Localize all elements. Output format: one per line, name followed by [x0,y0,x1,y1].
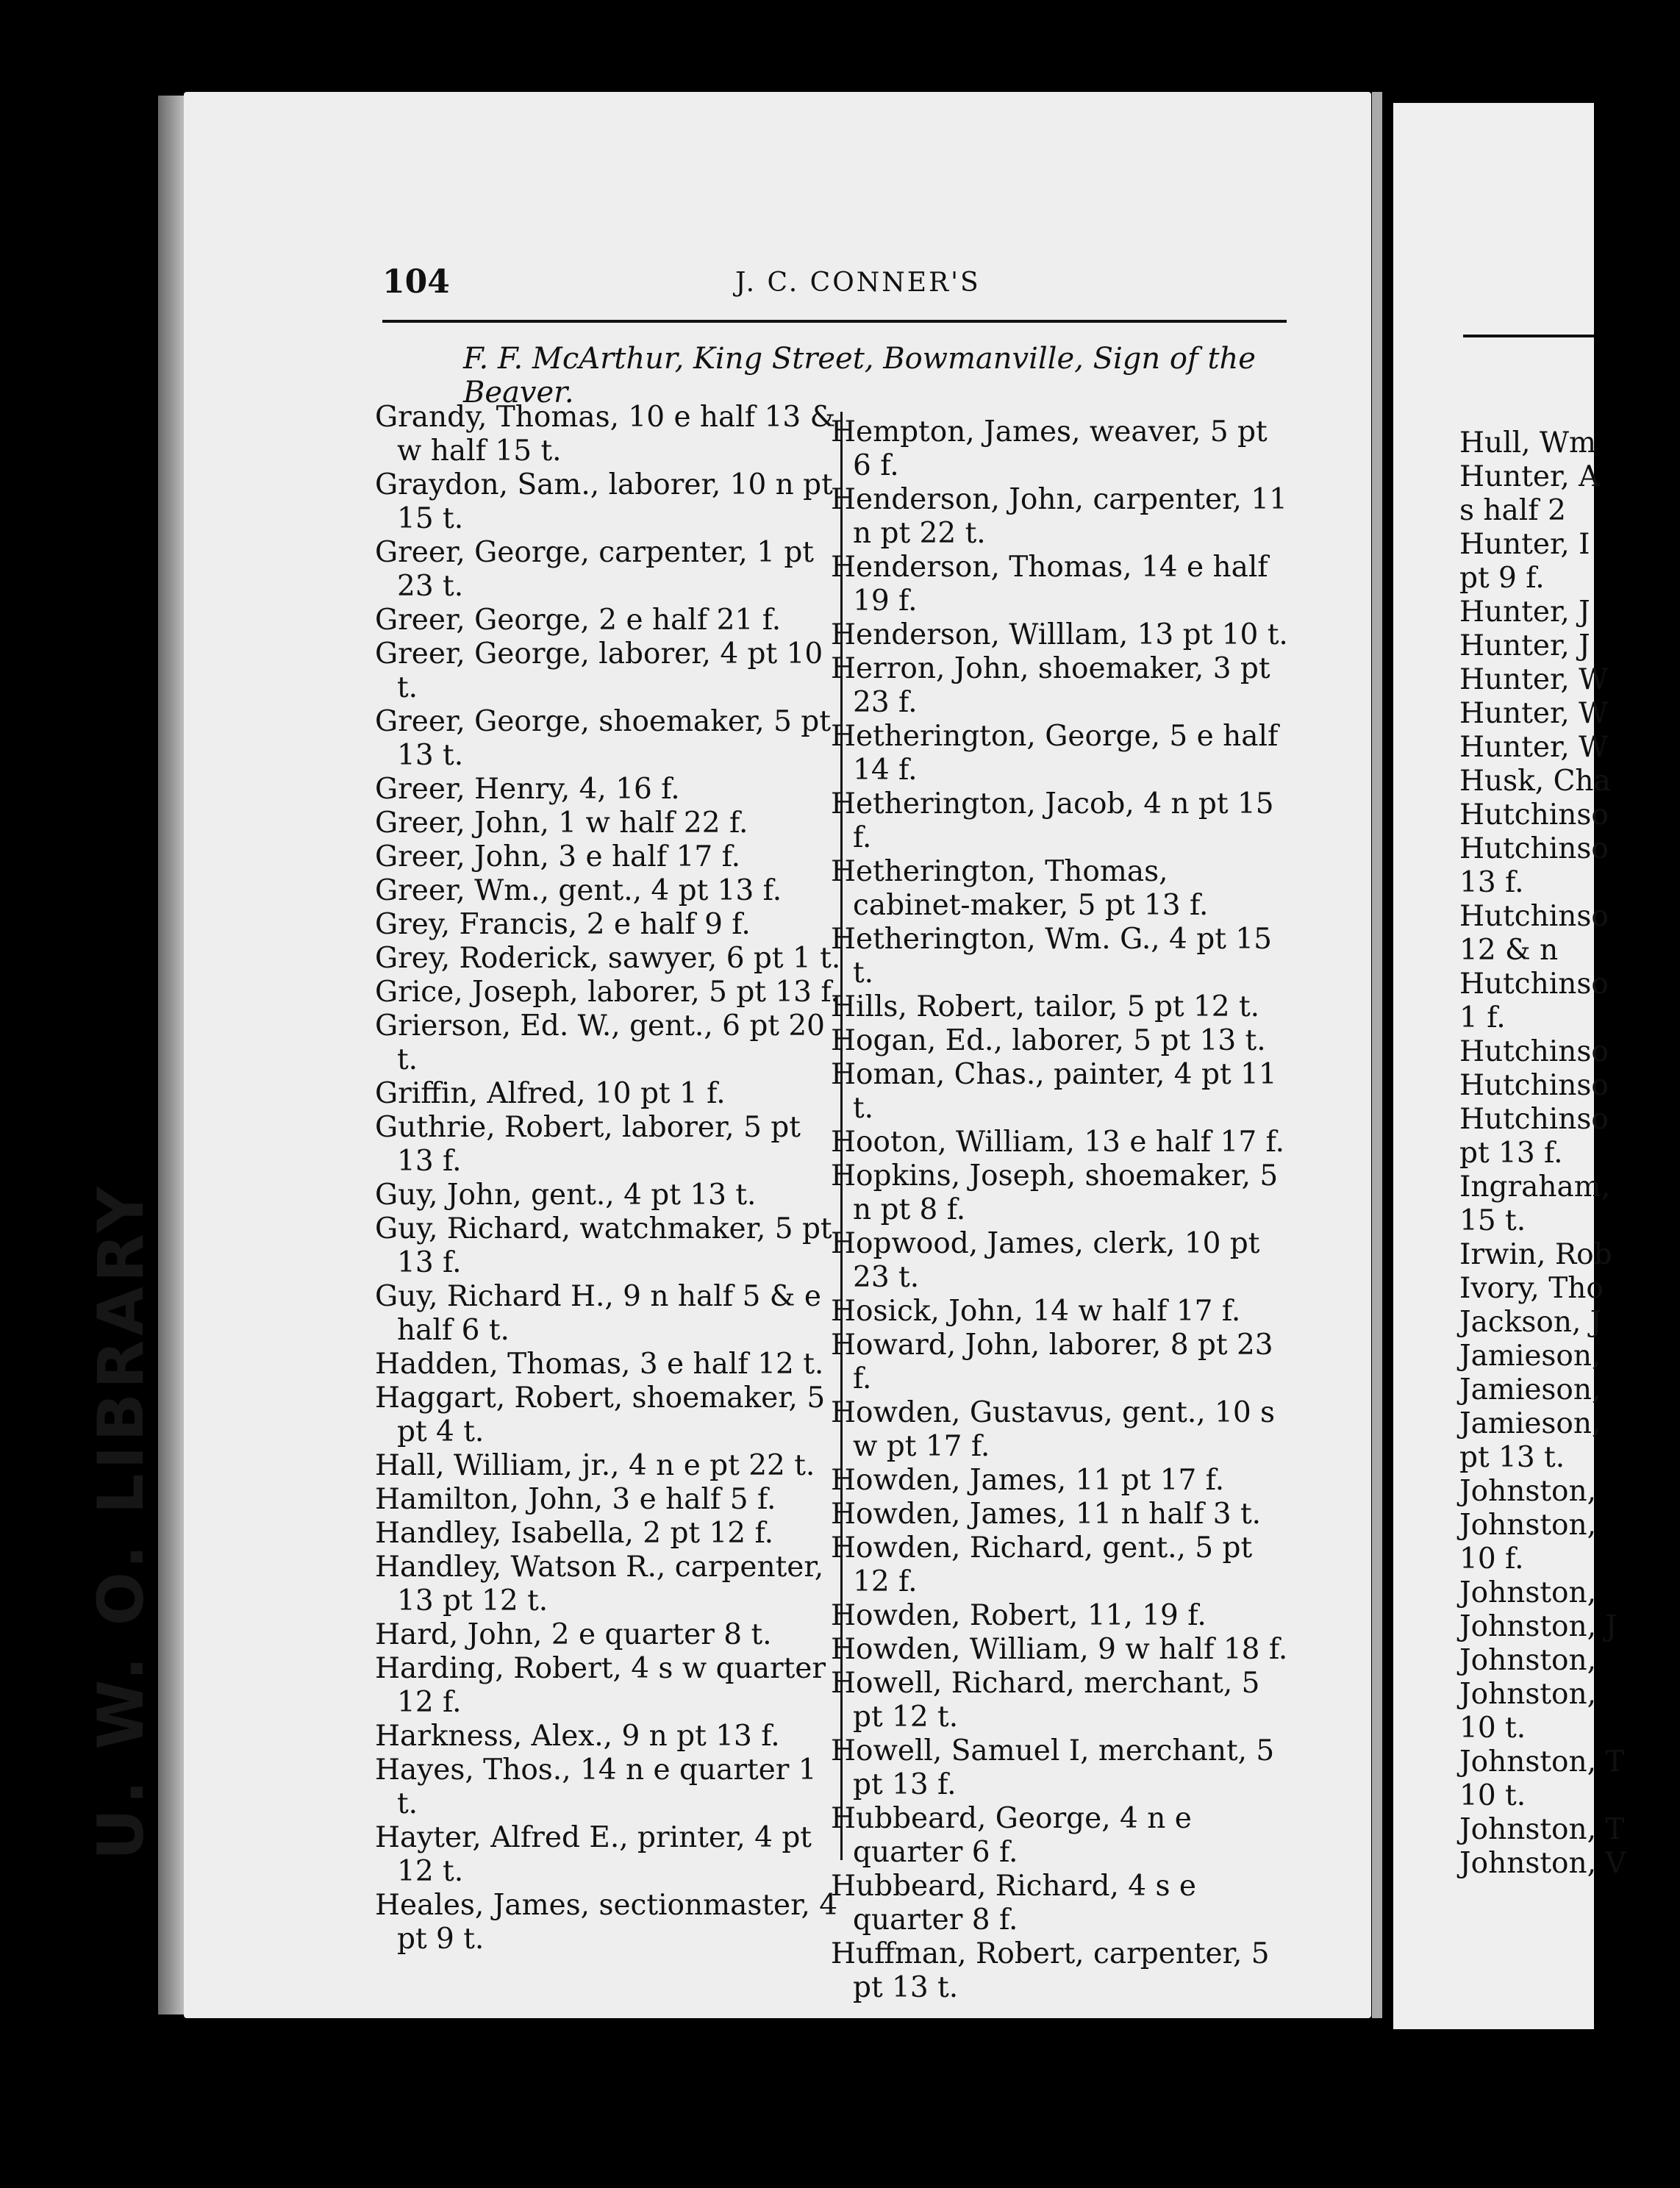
directory-entry: pt 13 f. [1459,1137,1563,1170]
directory-entry: Johnston, [1459,1644,1597,1677]
directory-entry: Jamieson, [1459,1407,1601,1440]
directory-entry: Ivory, Tho [1459,1272,1604,1305]
directory-entry: Howden, Gustavus, gent., 10 s w pt 17 f. [831,1396,1276,1463]
directory-entry: Hutchinso [1459,1069,1609,1102]
advertisement-line: F. F. McArthur, King Street, Bowmanville, Sign of the Beaver. [463,342,1256,410]
directory-entry: Hosick, John, 14 w half 17 f. [831,1295,1241,1328]
right-page-header-rule [1463,335,1594,337]
directory-entry: 10 t. [1459,1779,1526,1812]
directory-entry: Hard, John, 2 e quarter 8 t. [375,1618,772,1651]
directory-entry: Hetherington, Jacob, 4 n pt 15 f. [831,787,1274,854]
directory-entry: Hubbeard, Richard, 4 s e quarter 8 f. [831,1870,1196,1937]
directory-entry: Hunter, J [1459,629,1590,662]
directory-entry: Hunter, W [1459,731,1609,764]
directory-entry: Johnston, V [1459,1847,1626,1880]
directory-entry: Hills, Robert, tailor, 5 pt 12 t. [831,990,1260,1023]
directory-entry: Guy, Richard, watchmaker, 5 pt 13 f. [375,1212,832,1279]
directory-entry: Hopkins, Joseph, shoemaker, 5 n pt 8 f. [831,1159,1279,1226]
directory-entry: Henderson, Willlam, 13 pt 10 t. [831,618,1288,651]
page-header [382,263,1287,307]
directory-entry: Husk, Cha [1459,765,1611,798]
directory-entry: Greer, John, 3 e half 17 f. [375,840,741,873]
directory-entry: 10 f. [1459,1542,1524,1576]
directory-entry: Irwin, Rob [1459,1238,1612,1271]
directory-entry: 13 f. [1459,866,1524,899]
directory-entry: Jackson, J [1459,1306,1602,1339]
directory-entry: Johnston, J [1459,1610,1618,1643]
directory-entry: Hempton, James, weaver, 5 pt 6 f. [831,415,1268,482]
directory-entry: Harding, Robert, 4 s w quarter 12 f. [375,1652,826,1719]
directory-entry: Hunter, J [1459,596,1590,629]
directory-entry: Henderson, Thomas, 14 e half 19 f. [831,551,1268,618]
directory-entry: Howell, Samuel I, merchant, 5 pt 13 f. [831,1734,1275,1801]
page-number: 104 [382,263,450,301]
directory-entry: Johnston, T [1459,1745,1625,1778]
directory-entry: Howden, James, 11 pt 17 f. [831,1464,1225,1497]
page-edge [158,96,187,2014]
directory-entry: Hutchinso [1459,798,1609,832]
directory-entry: Hunter, W [1459,697,1609,730]
directory-entry: Herron, John, shoemaker, 3 pt 23 f. [831,652,1270,719]
directory-entry: Howden, Richard, gent., 5 pt 12 f. [831,1531,1253,1598]
directory-entry: pt 13 t. [1459,1441,1565,1474]
directory-entry: Hunter, A [1459,460,1600,493]
directory-entry: Grey, Roderick, sawyer, 6 pt 1 t. [375,942,841,975]
directory-entry: Handley, Watson R., carpenter, 13 pt 12 t. [375,1551,824,1617]
directory-entry: Hetherington, George, 5 e half 14 f. [831,720,1279,787]
directory-entry: Guy, Richard H., 9 n half 5 & e half 6 t. [375,1280,821,1347]
library-stamp [70,515,158,1882]
directory-entry: Hayes, Thos., 14 n e quarter 1 t. [375,1753,817,1820]
directory-entry: Hetherington, Thomas, cabinet-maker, 5 pt 13 f. [831,855,1209,922]
directory-entry: Howden, William, 9 w half 18 f. [831,1633,1288,1666]
directory-entry: Howell, Richard, merchant, 5 pt 12 t. [831,1667,1260,1734]
directory-entry: Hutchinso [1459,1035,1609,1068]
directory-entry: Howard, John, laborer, 8 pt 23 f. [831,1329,1273,1395]
directory-entry: Hutchinso [1459,1103,1609,1136]
directory-entry: Hadden, Thomas, 3 e half 12 t. [375,1348,824,1381]
directory-entry: Howden, Robert, 11, 19 f. [831,1599,1207,1632]
running-head: J. C. CONNER'S [735,268,981,298]
directory-entry: Greer, Henry, 4, 16 f. [375,773,680,806]
header-rule [382,320,1287,323]
library-stamp-text: U. W. O. LIBRARY [85,1182,158,1860]
directory-entry: Graydon, Sam., laborer, 10 n pt 15 t. [375,468,833,535]
directory-entry: pt 9 f. [1459,562,1545,595]
directory-column-middle [831,415,1294,2005]
directory-column-right [1459,426,1680,1881]
directory-entry: Harkness, Alex., 9 n pt 13 f. [375,1720,780,1753]
directory-entry: Johnston, [1459,1678,1597,1711]
directory-entry: Henderson, John, carpenter, 11 n pt 22 t. [831,483,1287,550]
directory-entry: Johnston, [1459,1509,1597,1542]
directory-entry: Hayter, Alfred E., printer, 4 pt 12 t. [375,1821,812,1888]
directory-column-left [375,401,846,1956]
directory-entry: 10 t. [1459,1712,1526,1745]
directory-entry: Jamieson, [1459,1373,1601,1406]
directory-entry: Greer, George, 2 e half 21 f. [375,604,782,637]
directory-entry: Ingraham, [1459,1170,1611,1204]
directory-entry: 12 & n [1459,934,1559,967]
directory-entry: Greer, George, carpenter, 1 pt 23 t. [375,536,814,603]
directory-entry: Howden, James, 11 n half 3 t. [831,1498,1262,1531]
directory-entry: Hubbeard, George, 4 n e quarter 6 f. [831,1802,1192,1869]
directory-entry: Jamieson, [1459,1340,1601,1373]
directory-entry: Hunter, W [1459,663,1609,696]
directory-entry: Hunter, I [1459,528,1590,561]
directory-entry: Grey, Francis, 2 e half 9 f. [375,908,751,941]
directory-entry: Homan, Chas., painter, 4 pt 11 t. [831,1058,1277,1125]
directory-entry: Greer, John, 1 w half 22 f. [375,807,748,840]
directory-entry: Johnston, [1459,1576,1597,1609]
gutter [1372,92,1382,2018]
directory-entry: Greer, George, shoemaker, 5 pt 13 t. [375,705,831,772]
directory-entry: Johnston, [1459,1475,1597,1508]
directory-entry: 1 f. [1459,1001,1506,1034]
directory-entry: Hogan, Ed., laborer, 5 pt 13 t. [831,1024,1266,1057]
directory-entry: Hetherington, Wm. G., 4 pt 15 t. [831,923,1272,990]
directory-entry: Hamilton, John, 3 e half 5 f. [375,1483,776,1516]
directory-entry: Heales, James, sectionmaster, 4 pt 9 t. [375,1889,838,1956]
directory-entry: Greer, George, laborer, 4 pt 10 t. [375,637,823,704]
directory-entry: Grierson, Ed. W., gent., 6 pt 20 t. [375,1009,825,1076]
directory-entry: Handley, Isabella, 2 pt 12 f. [375,1517,773,1550]
directory-entry: 15 t. [1459,1204,1526,1237]
directory-entry: Hopwood, James, clerk, 10 pt 23 t. [831,1227,1260,1294]
directory-entry: Grice, Joseph, laborer, 5 pt 13 f. [375,976,840,1009]
directory-entry: Hull, Wm [1459,426,1596,460]
directory-entry: Johnston, T [1459,1813,1625,1846]
directory-entry: Hooton, William, 13 e half 17 f. [831,1126,1284,1159]
directory-entry: Hutchinso [1459,900,1609,933]
directory-entry: Guthrie, Robert, laborer, 5 pt 13 f. [375,1111,801,1178]
directory-entry: Hutchinso [1459,968,1609,1001]
directory-entry: Hall, William, jr., 4 n e pt 22 t. [375,1449,815,1482]
directory-entry: Griffin, Alfred, 10 pt 1 f. [375,1077,726,1110]
directory-entry: Greer, Wm., gent., 4 pt 13 f. [375,874,782,907]
directory-entry: Guy, John, gent., 4 pt 13 t. [375,1179,757,1212]
directory-entry: s half 2 [1459,494,1566,527]
directory-entry: Haggart, Robert, shoemaker, 5 pt 4 t. [375,1381,826,1448]
directory-entry: Grandy, Thomas, 10 e half 13 & w half 15 t. [375,401,836,468]
directory-entry: Huffman, Robert, carpenter, 5 pt 13 t. [831,1937,1270,2004]
directory-entry: Hutchinso [1459,832,1609,865]
